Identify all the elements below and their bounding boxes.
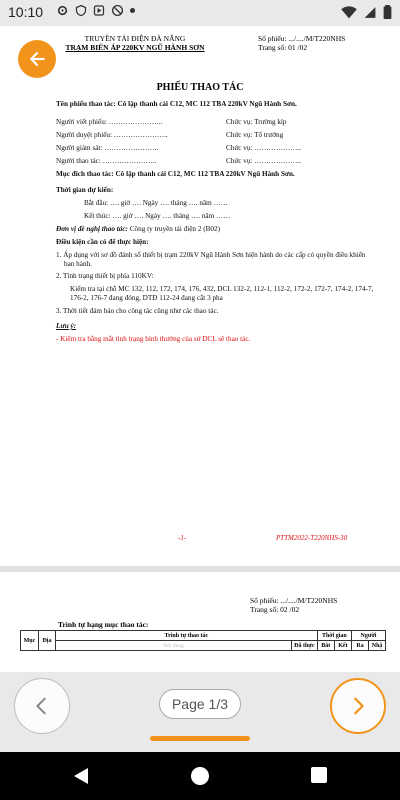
page-footer-number: -1-: [178, 534, 187, 542]
col-ket: Kết: [334, 641, 351, 651]
ten-phieu: Tên phiếu thao tác: Cô lập thanh cái C12, MC 112 TBA 220kV Ngũ Hành Sơn.: [56, 100, 297, 108]
faint-noi-dung: Nội dung: [163, 642, 184, 649]
pdf-page-1[interactable]: [0, 26, 400, 566]
col-nguoi: Người: [352, 631, 386, 641]
doc-org-header: [60, 34, 210, 52]
bat-dau: Bắt đầu: …. giờ …. Ngày …. tháng …. năm ……: [84, 199, 228, 207]
col-ra: Ra: [352, 641, 369, 651]
col-da-thuc: Đã thực: [291, 641, 317, 651]
people-row-2: [56, 131, 374, 144]
col-dia: Địa: [38, 631, 55, 651]
nguoi-duyet-phieu: Người duyệt phiếu: …………………..: [56, 131, 168, 139]
org-line-1: TRUYỀN TẢI ĐIỆN ĐÀ NẴNG: [84, 34, 186, 43]
wifi-icon: [341, 6, 357, 19]
people-row-1: [56, 118, 374, 131]
doc-body: [56, 100, 374, 348]
system-icons: [341, 5, 392, 19]
dk-2: 2. Tình trạng thiết bị phía 110KV:: [56, 272, 154, 280]
page-footer-code: PTTM2022-T220NHS-30: [276, 534, 348, 542]
nav-back-icon[interactable]: [72, 766, 90, 786]
more-notifications-icon: [130, 8, 135, 13]
back-arrow-icon: [27, 49, 47, 69]
don-vi-label: Đơn vị đề nghị thao tác:: [56, 225, 128, 233]
chevron-left-icon: [31, 695, 53, 717]
dk-1: 1. Áp dụng với sơ đồ đánh số thiết bị trạm 220kV Ngũ Hành Sơn hiện hành do các cấp có quyền điều khiển ban hành.: [56, 251, 366, 268]
col-trinh-tu: Trình tự thao tác: [56, 631, 318, 641]
block-icon: [111, 4, 124, 17]
chuc-vu-3: Chức vụ: ………………..: [226, 144, 301, 152]
col-thoi-gian: Thời gian: [317, 631, 351, 641]
signal-icon: [363, 6, 377, 19]
col-nhan: Nhậ: [369, 641, 386, 651]
chevron-right-icon: [347, 695, 369, 717]
chuc-vu-1: Chức vụ: Trưởng kíp: [226, 118, 287, 126]
chuc-vu-2: Chức vụ: Tổ trưởng: [226, 131, 284, 139]
operation-table: [20, 630, 386, 651]
p2-doc-number: [250, 596, 337, 614]
nguoi-giam-sat: Người giám sát: …………………..: [56, 144, 159, 152]
col-muc: Mục: [21, 631, 39, 651]
clock: 10:10: [8, 4, 44, 20]
notification-icons: [56, 4, 135, 17]
status-bar: [0, 0, 400, 26]
shield-icon: [75, 4, 87, 17]
don-vi: [56, 225, 374, 238]
trang-so: Trang số: 01 /02: [258, 43, 308, 52]
so-phieu: Số phiếu: .../..../M/T220NHS: [258, 34, 346, 43]
nav-home-icon[interactable]: [190, 766, 210, 786]
pdf-page-2[interactable]: [0, 572, 400, 672]
luu-y-label: Lưu ý:: [56, 322, 77, 330]
doc-number-header: [258, 34, 345, 52]
p2-so-phieu: Số phiếu: .../..../M/T220NHS: [250, 596, 338, 605]
thoi-gian-label: Thời gian dự kiến:: [56, 186, 114, 194]
nav-recents-icon[interactable]: [310, 766, 328, 784]
dk-3: 3. Thời tiết đảm bảo cho công tác cũng như các thao tác.: [56, 307, 219, 315]
play-store-icon: [93, 4, 105, 17]
settings-icon: [56, 4, 69, 17]
system-navigation-bar: [0, 752, 400, 800]
scroll-progress-bar: [150, 736, 250, 741]
dk-2-detail: Kiểm tra tại chỗ MC 132, 112, 172, 174, 176, 432, DCL 132-2, 112-1, 112-2, 172-2, 172-7, 174-2, 174-7, 176-2, 176-7 đang đóng, DTĐ 112-24 đang cắt 3 pha: [70, 285, 374, 302]
luu-y-item: - Kiểm tra bằng mắt tình trạng bình thường của sứ DCL sẽ thao tác.: [56, 335, 251, 343]
previous-page-button[interactable]: [14, 678, 70, 734]
battery-icon: [383, 5, 392, 19]
muc-dich: Mục đích thao tác: Cô lập thanh cái C12, MC 112 TBA 220kV Ngũ Hành Sơn.: [56, 170, 295, 178]
chuc-vu-4: Chức vụ: ………………..: [226, 157, 301, 165]
people-row-3: [56, 144, 374, 157]
people-row-4: [56, 157, 374, 170]
back-button[interactable]: [18, 40, 56, 78]
don-vi-value: Công ty truyền tải điện 2 (B02): [129, 225, 220, 233]
ket-thuc: Kết thúc: …. giờ …. Ngày …. tháng …. năm ……: [84, 212, 231, 220]
page-indicator[interactable]: Page 1/3: [159, 689, 241, 719]
org-line-2: TRẠM BIẾN ÁP 220KV NGŨ HÀNH SƠN: [65, 43, 205, 52]
nguoi-thao-tac: Người thao tác: …………………..: [56, 157, 157, 165]
next-page-button[interactable]: [330, 678, 386, 734]
nguoi-viet-phieu: Người viết phiếu: …………………..: [56, 118, 163, 126]
p2-trang-so: Trang số: 02 /02: [250, 605, 300, 614]
doc-title: PHIẾU THAO TÁC: [156, 82, 244, 93]
col-bat: Bắt: [317, 641, 334, 651]
p2-trinh-tu: Trình tự hạng mục thao tác:: [58, 620, 149, 629]
dieu-kien-label: Điều kiện cần có để thực hiện:: [56, 238, 149, 246]
